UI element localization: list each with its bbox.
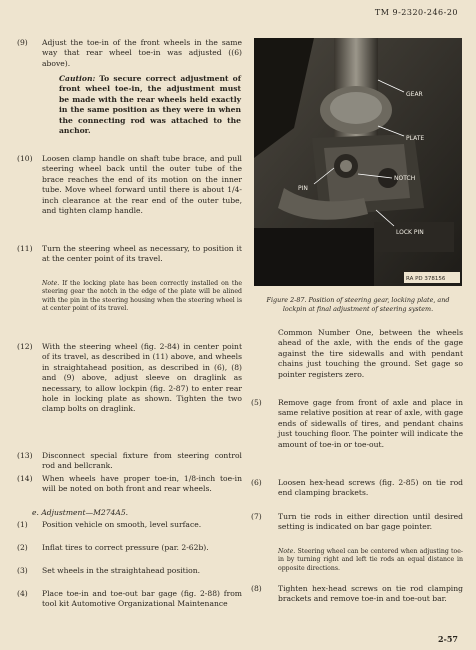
page-number: 2-57 [437,634,458,644]
step-number: (9) [17,38,28,47]
caution-block [59,74,241,136]
step-number: (4) [17,589,28,598]
steering-gear-photo [254,38,462,286]
step-number: (12) [17,342,33,351]
step-number: (6) [251,478,262,487]
section-heading-e: e. Adjustment—M274A5. [32,508,129,517]
step-text: Loosen hex-head screws (fig. 2-85) on tie rod end clamping brackets. [278,478,463,498]
label-plate: PLATE [406,135,425,142]
step-number: (5) [251,398,262,407]
step-text: Set wheels in the straightahead position. [42,566,201,575]
note-label: Note. [278,548,296,555]
note-text: Steering wheel can be centered when adjusting toe-in by turning right and left tie rods an equal distance in opposite directions. [278,548,463,572]
step-text: With the steering wheel (fig. 2-84) in center point of its travel, as described in (11) above, and wheels in straightahead position, as described in (6), (8) and (9) above, adjust sleeve on draglink as necessary, to allow lockpin (fig. 2-87) to enter rear hole in locking plate as shown. Tighten the two clamp bolts on draglink. [42,342,242,414]
note-locking-plate [42,280,242,314]
step-number: (3) [17,566,28,575]
note-steering-wheel [278,548,463,573]
step-text: Tighten hex-head screws on tie rod clamping brackets and remove toe-in and toe-out bar. [278,584,463,604]
step-text: When wheels have proper toe-in, 1/8-inch toe-in will be noted on both front and rear wheels. [42,474,242,494]
step-number: (13) [17,451,33,460]
note-text: If the locking plate has been correctly installed on the steering gear the notch in the edge of the plate will be alined with the pin in the steering housing when the steering wheel is at center point of its travel. [42,280,243,313]
note-label: Note. [42,280,60,287]
step-number: (8) [251,584,262,593]
step-number: (2) [17,543,28,552]
step-number: (1) [17,520,28,529]
label-gear: GEAR [406,91,423,98]
label-notch: NOTCH [394,175,416,182]
step-text: Adjust the toe-in of the front wheels in the same way that rear wheel toe-in was adjusted ((6) above). [42,38,242,68]
document-header: TM 9-2320-246-20 [374,8,458,17]
step-number: (11) [17,244,33,253]
step-number: (7) [251,512,262,521]
step-number: (14) [17,474,33,483]
step-text: Position vehicle on smooth, level surface. [42,520,202,529]
step-4-continued: Common Number One, between the wheels ahead of the axle, with the ends of the gage against the tire sidewalls and with pendant chains just touching the ground. Set gage so pointer registers zero. [278,328,463,379]
caution-label: Caution: [59,74,96,83]
step-text: Place toe-in and toe-out bar gage (fig. 2-88) from tool kit Automotive Organizational Maintenance [42,589,242,609]
step-text: Turn the steering wheel as necessary, to position it at the center point of its travel. [42,244,242,264]
step-text: Turn tie rods in either direction until desired setting is indicated on bar gage pointer. [278,512,463,532]
step-text: Inflat tires to correct pressure (par. 2-62b). [42,543,209,552]
figure-caption: Figure 2-87. Position of steering gear, locking plate, and lockpin at final adjustment of steering system. [266,296,450,313]
caution-text: To secure correct adjustment of front wheel toe-in, the adjustment must be made with the rear wheels held exactly in the same position as they were in when the connecting rod was attached to the anchor. [59,74,241,136]
step-text: Disconnect special fixture from steering control rod and bellcrank. [42,451,242,471]
label-lock-pin: LOCK PIN [396,229,424,236]
photo-reference: RA PD 378156 [406,276,446,282]
label-pin: PIN [298,185,308,192]
step-text: Remove gage from front of axle and place in same relative position at rear of axle, with gage ends of sidewalls of tires, and pendant chains just touching floor. The pointer will indicate the amount of toe-in or toe-out. [278,398,463,449]
step-text: Loosen clamp handle on shaft tube brace, and pull steering wheel back until the outer tube of the brace reaches the end of its motion on the inner tube. Move wheel forward until there is about 1/4-inch clearance at the rear end of the outer tube, and tighten clamp handle. [42,154,242,216]
step-number: (10) [17,154,33,163]
